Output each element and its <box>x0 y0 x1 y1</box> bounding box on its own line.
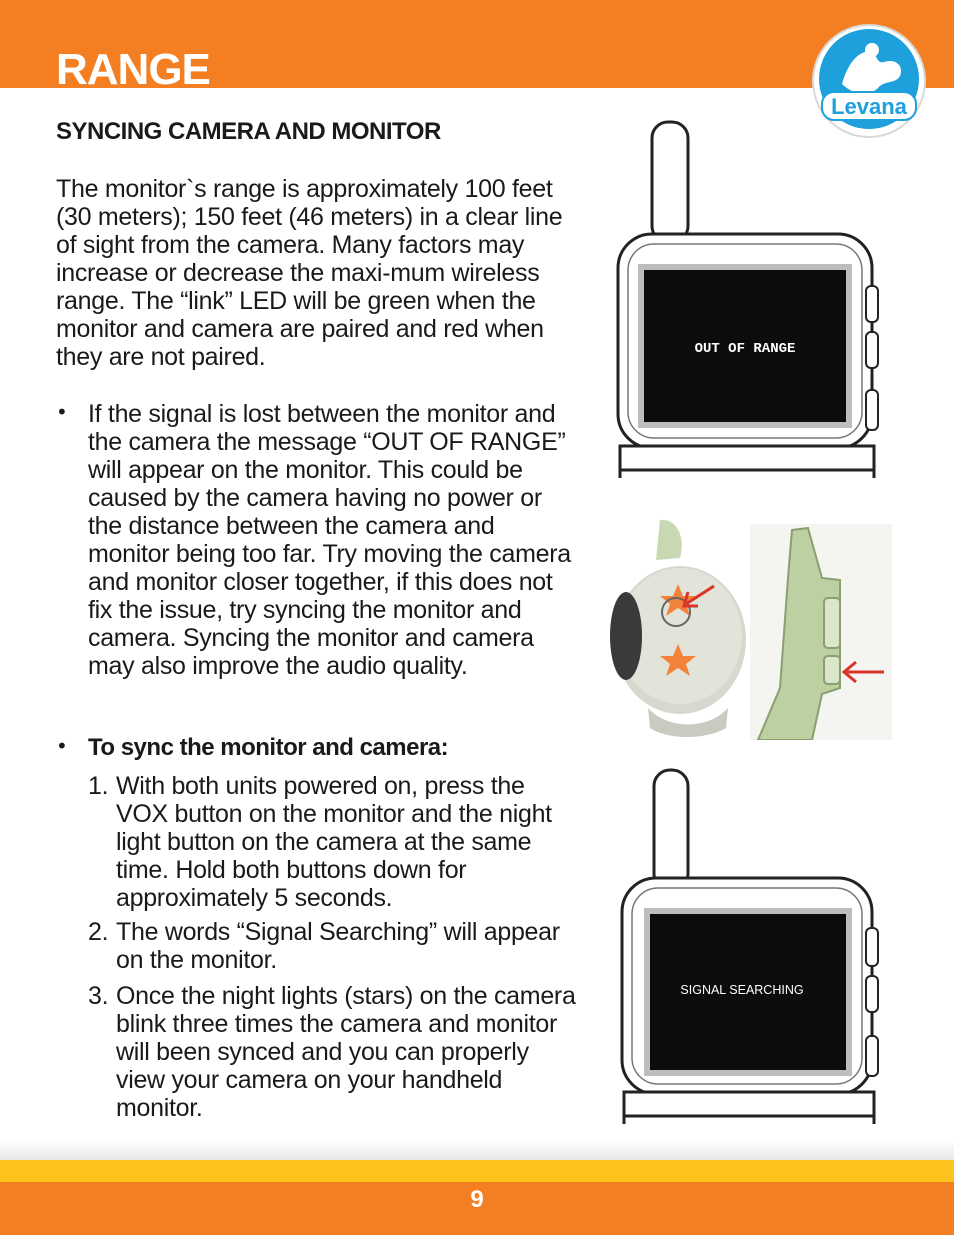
step-number: 2. <box>88 918 109 946</box>
bullet-out-of-range: If the signal is lost between the monitor and the camera the message “OUT OF RANGE” will appear on the monitor. This could be caused by the camera having no power or the distance between the camera and monitor being too far. Try moving the camera and monitor closer together, if this does not fix the issue, try syncing the monitor and camera. Syncing the monitor and camera may also improve the audio quality. <box>88 400 571 680</box>
monitor-out-of-range-illustration <box>612 118 882 478</box>
page-number: 9 <box>470 1186 484 1213</box>
bullet-marker: • <box>56 734 68 758</box>
page-title: RANGE <box>56 45 210 94</box>
sync-instructions-heading: To sync the monitor and camera: <box>88 734 449 761</box>
footer-shadow <box>0 1140 954 1162</box>
logo-text: Levana <box>831 94 907 119</box>
monitor-signal-searching-illustration <box>618 766 882 1126</box>
intro-paragraph: The monitor`s range is approximately 100 feet (30 meters); 150 feet (46 meters) in a clear line of sight from the camera. Many factors may increase or decrease the maxi-mum wireless range. The “link” LED will be green when the monitor and camera are paired and red when they are not paired. <box>56 175 563 371</box>
step-number: 3. <box>88 982 109 1010</box>
step-text: The words “Signal Searching” will appear on the monitor. <box>116 918 560 974</box>
step-text: With both units powered on, press the VOX button on the monitor and the night light button on the camera at the same time. Hold both buttons down for approximately 5 seconds. <box>116 772 552 912</box>
bullet-marker: • <box>56 400 68 424</box>
camera-and-monitor-buttons-photo <box>608 518 894 740</box>
monitor-screen-text: OUT OF RANGE <box>694 341 796 357</box>
monitor-screen-text: SIGNAL SEARCHING <box>680 983 804 997</box>
step-text: Once the night lights (stars) on the camera blink three times the camera and monitor will been synced and you can properly view your camera on your handheld monitor. <box>116 982 576 1122</box>
footer-yellow-band <box>0 1160 954 1182</box>
step-number: 1. <box>88 772 109 800</box>
section-title: SYNCING CAMERA AND MONITOR <box>56 118 441 145</box>
